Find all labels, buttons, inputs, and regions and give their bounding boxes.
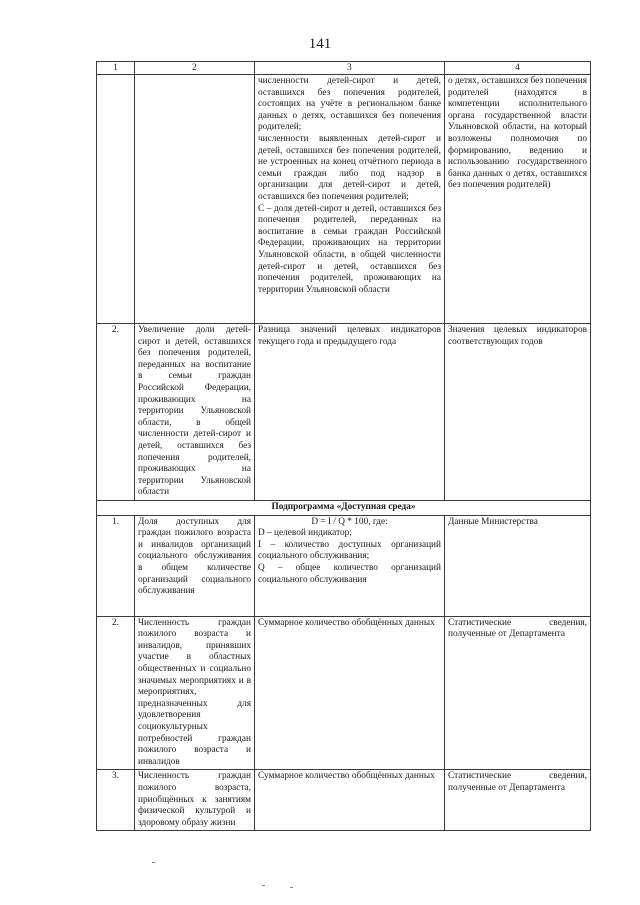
scan-artifact (152, 862, 155, 863)
indicator-name: Увеличение доли детей-сирот и детей, оставшихся без попечения родителей, переданных на воспитание в семьи граждан Российской Федерации, проживающих на территории Ульяновской области, в общей численности детей-сирот и детей, оставшихся без попечения родителей, проживающих на территории Ульяновской области (135, 324, 255, 501)
row-number: 3. (97, 770, 135, 831)
scan-artifact (290, 887, 293, 888)
row-number: 2. (97, 324, 135, 501)
calculation-line: численности детей-сирот и детей, оставшихся без попечения родителей, состоящих на учёте в региональном банке данных о детях, оставшихся без попечения родителей; (258, 76, 441, 133)
data-source: Статистические сведения, полученные от Департамента (445, 770, 591, 831)
row-number: 2. (97, 616, 135, 770)
indicators-table (96, 61, 591, 831)
data-source: Статистические сведения, полученные от Департамента (445, 616, 591, 770)
indicator-name: Численность граждан пожилого возраста и инвалидов, принявших участие в областных общественных и социально значимых мероприятиях и в мероприятиях, предназначенных для удовлетворения социокультурных потребностей граждан пожилого возраста и инвалидов (135, 616, 255, 770)
scan-artifact (262, 885, 265, 886)
header-cell: 2 (135, 62, 255, 75)
table-row (97, 324, 591, 501)
calculation-method: Суммарное количество обобщённых данных (255, 616, 445, 770)
data-source: о детях, оставшихся без попечения родителей (находятся в компетенции исполнительного органа государственной власти Ульяновской области, на который возложены полномочия по формированию, ведению и использованию государственного банка данных о детях, оставшихся без попечения родителей) (445, 75, 591, 324)
page-number: 141 (308, 36, 332, 52)
table-row (97, 616, 591, 770)
table-row (97, 770, 591, 831)
formula: D = I / Q * 100, где: (311, 516, 388, 527)
header-cell: 3 (255, 62, 445, 75)
row-number (97, 75, 135, 324)
calculation-line: I – количество доступных организаций социального обслуживания; (258, 539, 441, 562)
table-row (97, 515, 591, 616)
calculation-line: С – доля детей-сирот и детей, оставшихся без попечения родителей, переданных на воспитание в семьи граждан Российской Федерации, проживающих на территории Ульяновской области, в общей численности детей-сирот и детей, оставшихся без попечения родителей, проживающих на территории Ульяновской области (258, 203, 441, 295)
calculation-method: Суммарное количество обобщённых данных (255, 770, 445, 831)
row-number: 1. (97, 515, 135, 616)
indicator-name (135, 75, 255, 324)
calculation-method (255, 515, 445, 616)
calculation-method: Разница значений целевых индикаторов текущего года и предыдущего года (255, 324, 445, 501)
indicator-name: Численность граждан пожилого возраста, приобщённых к занятиям физической культурой и здоровому образу жизни (135, 770, 255, 831)
header-cell: 4 (445, 62, 591, 75)
section-header-row (97, 501, 591, 516)
calculation-line: численности выявленных детей-сирот и детей, оставшихся без попечения родителей, не устроенных на конец отчётного периода в семьи граждан либо под надзор в организации для детей-сирот и детей, оставшихся без попечения родителей; (258, 133, 441, 202)
header-cell: 1 (97, 62, 135, 75)
calculation-line: D – целевой индикатор; (258, 528, 352, 539)
section-title: Подпрограмма «Доступная среда» (97, 501, 591, 516)
calculation-method (255, 75, 445, 324)
table-row (97, 75, 591, 324)
calculation-line: Q – общее количество организаций социального обслуживания (258, 562, 441, 585)
indicator-name: Доля доступных для граждан пожилого возраста и инвалидов организаций социального обслуживания в общем количестве организаций социального обслуживания (135, 515, 255, 616)
data-source: Данные Министерства (445, 515, 591, 616)
data-source: Значения целевых индикаторов соответствующих годов (445, 324, 591, 501)
table-header-row (97, 62, 591, 75)
